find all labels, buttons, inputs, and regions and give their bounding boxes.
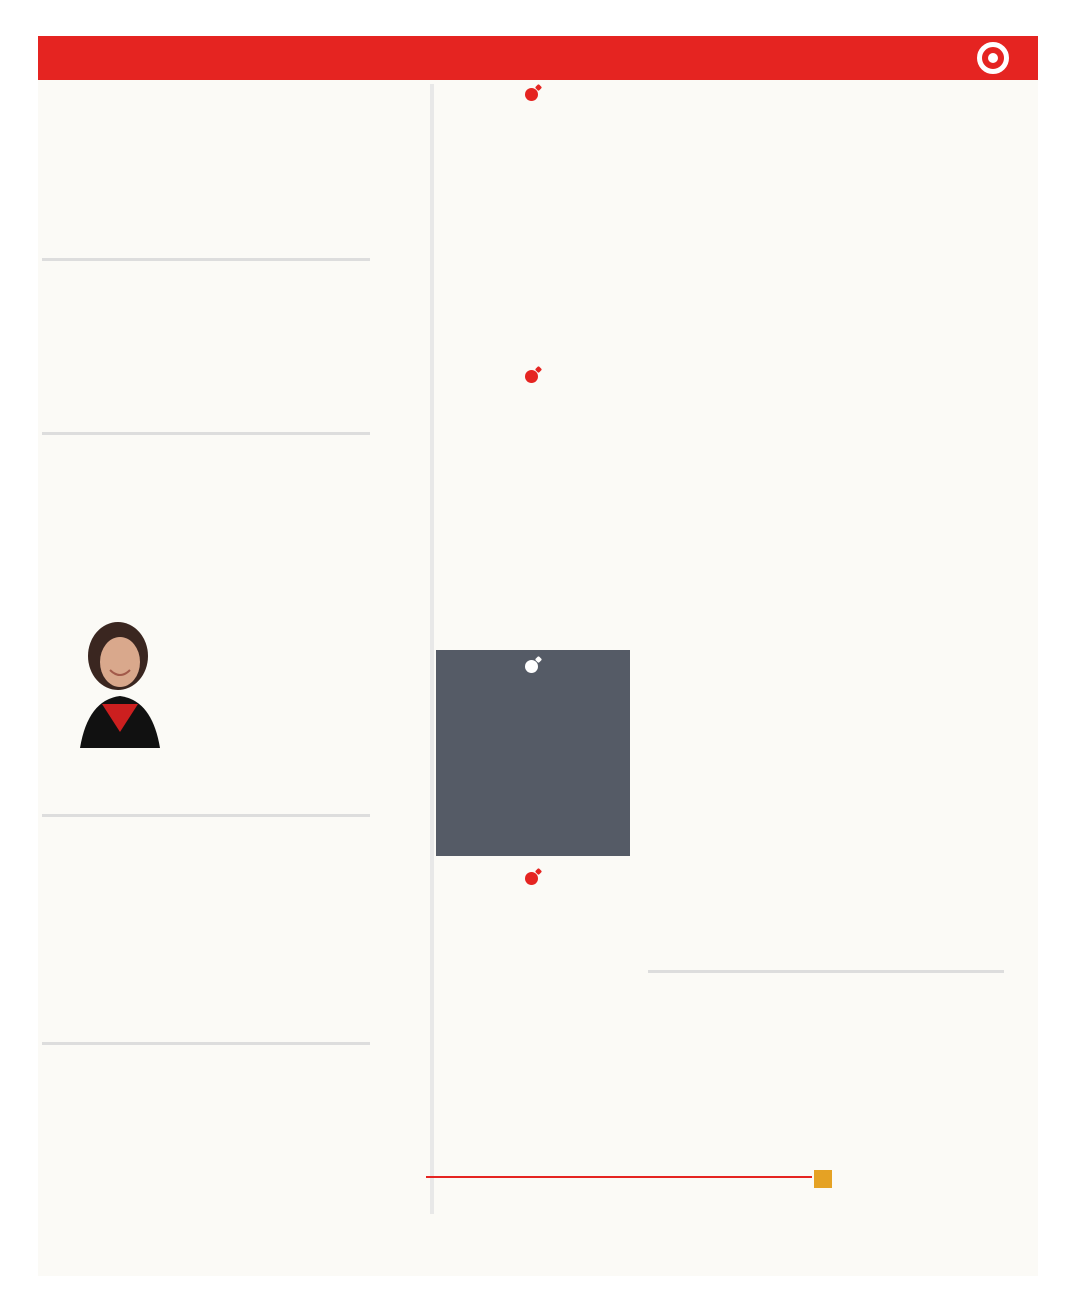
- header-bar: [38, 36, 1038, 80]
- highlight-box: [436, 650, 630, 856]
- brand-o-icon: [977, 42, 1009, 74]
- article-money-tail: [42, 1054, 370, 1062]
- article-nine-months: [42, 268, 370, 276]
- divider: [648, 970, 1004, 973]
- article-measures: [42, 442, 370, 450]
- column-vertical-title: [382, 86, 432, 486]
- middle-column: [436, 84, 630, 1184]
- article-lavrov: [42, 92, 370, 100]
- article-typhoon: [42, 824, 370, 832]
- bomb-icon: [525, 660, 538, 673]
- divider: [42, 814, 370, 817]
- gossip-item: [444, 660, 622, 676]
- middle-strip: [430, 84, 434, 1214]
- main-opinion-article: [648, 88, 1004, 96]
- divider: [42, 432, 370, 435]
- logo-mark-icon: [814, 1170, 832, 1188]
- right-column: [648, 84, 1004, 1184]
- brand-logo: [976, 39, 1010, 80]
- gossip-item: [436, 88, 630, 103]
- footer-divider: [426, 1176, 812, 1178]
- article-pate-kala: [648, 980, 1004, 988]
- gossip-item: [436, 872, 630, 887]
- bomb-icon: [525, 872, 538, 885]
- navarchos-logo: [814, 1166, 836, 1192]
- divider: [42, 258, 370, 261]
- photo-theano-fotiou: [60, 608, 170, 748]
- gossip-item: [436, 370, 630, 385]
- bomb-icon: [525, 88, 538, 101]
- newspaper-page: [38, 36, 1038, 1276]
- divider: [42, 1042, 370, 1045]
- bomb-icon: [525, 370, 538, 383]
